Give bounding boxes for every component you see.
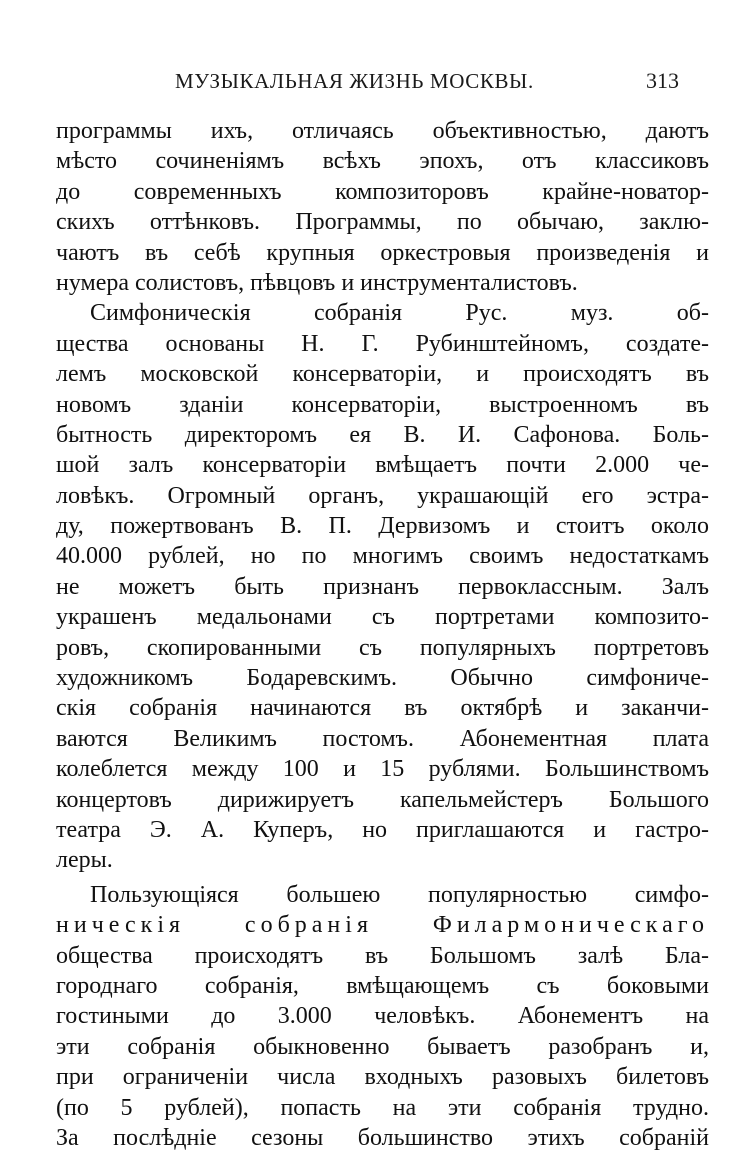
text-line: новомъ зданіи консерваторіи, выстроенномъ въ [56, 391, 709, 418]
text-line: колеблется между 100 и 15 рублями. Большинствомъ [56, 756, 709, 783]
text-line: нумера солистовъ, пѣвцовъ и инструменталистовъ. [56, 269, 578, 296]
text-line: Симфоническія собранія Рус. муз. об- [90, 300, 709, 327]
text-line: скихъ оттѣнковъ. Программы, по обычаю, заклю- [56, 209, 709, 236]
page-number: 313 [646, 68, 679, 93]
text-line: при ограниченіи числа входныхъ разовыхъ билетовъ [56, 1064, 709, 1091]
paragraph-3 [56, 880, 709, 1154]
text-line: ду, пожертвованъ В. П. Дервизомъ и стоитъ около [56, 513, 709, 540]
text-line: не можетъ быть признанъ первоклассным. Залъ [56, 573, 709, 600]
text-line: щества основаны Н. Г. Рубинштейномъ, создате- [56, 330, 709, 357]
text-line: программы ихъ, отличаясь объективностью, даютъ [56, 118, 709, 144]
text-line: 40.000 рублей, но по многимъ своимъ недостаткамъ [56, 543, 709, 570]
text-line: шой залъ консерваторіи вмѣщаетъ почти 2.000 че- [56, 452, 709, 479]
text-line: мѣсто сочиненіямъ всѣхъ эпохъ, отъ классиковъ [56, 148, 709, 175]
text-line: эти собранія обыкновенно бываетъ разобранъ и, [56, 1033, 709, 1060]
text-line: (по 5 рублей), попасть на эти собранія трудно. [56, 1094, 709, 1121]
text-line: гостиными до 3.000 человѣкъ. Абонементъ на [56, 1003, 709, 1030]
text-line: ловѣкъ. Огромный органъ, украшающій его эстра- [56, 482, 709, 509]
text-line: до современныхъ композиторовъ крайне-новатор- [56, 178, 709, 205]
running-title: МУЗЫКАЛЬНАЯ ЖИЗНЬ МОСКВЫ. [175, 69, 534, 93]
text-line: городнаго собранія, вмѣщающемъ съ боковыми [56, 972, 709, 999]
text-line: лемъ московской консерваторіи, и происходятъ въ [56, 361, 709, 388]
text-line: концертовъ дирижируетъ капельмейстеръ Большого [56, 786, 709, 813]
text-line: художникомъ Бодаревскимъ. Обычно симфониче- [56, 665, 709, 692]
text-line: ваются Великимъ постомъ. Абонементная плата [56, 725, 709, 752]
text-line: леры. [56, 847, 113, 874]
text-line: украшенъ медальонами съ портретами композито- [56, 604, 709, 631]
text-line: общества происходятъ въ Большомъ залѣ Бла- [56, 942, 709, 969]
text-line: бытность директоромъ ея В. И. Сафонова. Боль- [56, 421, 709, 448]
paragraph-2 [56, 298, 709, 875]
text-line: театра Э. А. Куперъ, но приглашаются и гастро- [56, 816, 709, 843]
text-line: За послѣдніе сезоны большинство этихъ собраній [56, 1124, 709, 1151]
text-body [56, 116, 709, 1153]
text-line: чаютъ въ себѣ крупныя оркестровыя произведенія и [56, 239, 709, 266]
text-line: ническія собранія Филармоническаго [56, 912, 709, 939]
text-line: ровъ, скопированными съ популярныхъ портретовъ [56, 634, 709, 661]
text-line: скія собранія начинаются въ октябрѣ и заканчи- [56, 695, 709, 722]
paragraph-1 [56, 116, 709, 298]
running-header [0, 66, 735, 96]
text-line: Пользующіяся большею популярностью симфо- [90, 881, 709, 908]
